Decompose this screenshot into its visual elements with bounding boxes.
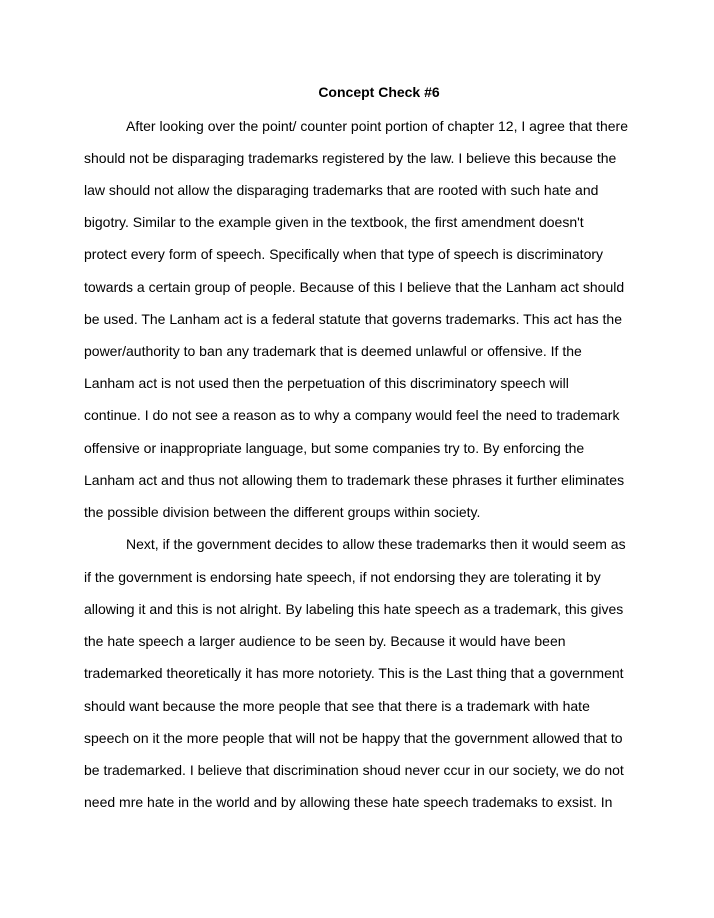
text-line: After looking over the point/ counter point portion of chapter 12, I agree that there (126, 118, 628, 134)
text-line: speech on it the more people that will not be happy that the government allowed that to (84, 730, 623, 746)
text-line: protect every form of speech. Specifically when that type of speech is discriminatory (84, 246, 604, 262)
text-line: bigotry. Similar to the example given in the textbook, the first amendment doesn't (84, 214, 584, 230)
text-line: Lanham act is not used then the perpetuation of this discriminatory speech will (84, 375, 569, 391)
text-line: should not be disparaging trademarks registered by the law. I believe this because the (84, 150, 617, 166)
text-line: Lanham act and thus not allowing them to trademark these phrases it further eliminates (84, 472, 625, 488)
text-line: allowing it and this is not alright. By labeling this hate speech as a trademark, this gives (84, 601, 624, 617)
text-line: the possible division between the different groups within society. (84, 504, 481, 520)
text-line: if the government is endorsing hate speech, if not endorsing they are tolerating it by (84, 569, 601, 585)
text-line: continue. I do not see a reason as to why a company would feel the need to trademark (84, 407, 620, 423)
text-line: need mre hate in the world and by allowing these hate speech trademaks to exsist. In (84, 794, 613, 810)
text-line: trademarked theoretically it has more notoriety. This is the Last thing that a government (84, 665, 624, 681)
text-line: offensive or inappropriate language, but some companies try to. By enforcing the (84, 440, 585, 456)
page-title: Concept Check #6 (318, 84, 440, 100)
text-line: be trademarked. I believe that discrimination shoud never ccur in our society, we do not (84, 762, 624, 778)
text-line: should want because the more people that see that there is a trademark with hate (84, 698, 590, 714)
text-line: towards a certain group of people. Because of this I believe that the Lanham act should (84, 279, 625, 295)
text-line: power/authority to ban any trademark that is deemed unlawful or offensive. If the (84, 343, 582, 359)
text-line: Next, if the government decides to allow these trademarks then it would seem as (126, 536, 626, 552)
text-line: be used. The Lanham act is a federal statute that governs trademarks. This act has the (84, 311, 623, 327)
text-line: law should not allow the disparaging trademarks that are rooted with such hate and (84, 182, 599, 198)
text-line: the hate speech a larger audience to be seen by. Because it would have been (84, 633, 566, 649)
